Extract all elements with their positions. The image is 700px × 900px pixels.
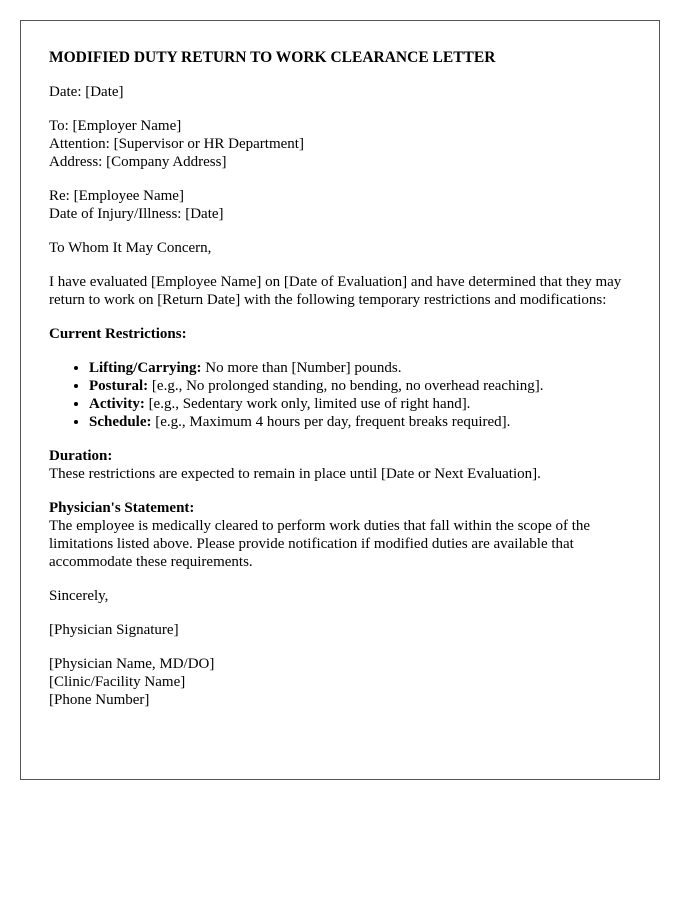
facility-name: [Clinic/Facility Name]	[49, 674, 186, 690]
recipient-address: Address: [Company Address]	[49, 154, 227, 170]
statement-block	[49, 499, 631, 571]
re-injury-date: Date of Injury/Illness: [Date]	[49, 206, 224, 222]
recipient-to: To: [Employer Name]	[49, 118, 182, 134]
duration-text: These restrictions are expected to remain in place until [Date or Next Evaluation].	[49, 466, 541, 482]
duration-block	[49, 447, 631, 483]
restriction-text: No more than [Number] pounds.	[201, 360, 402, 376]
restriction-label: Lifting/Carrying:	[89, 360, 202, 376]
restriction-label: Schedule:	[89, 414, 152, 430]
restriction-text: [e.g., Maximum 4 hours per day, frequent breaks required].	[151, 414, 511, 430]
restriction-text: [e.g., Sedentary work only, limited use of right hand].	[144, 396, 471, 412]
restriction-item	[89, 413, 631, 431]
restriction-item	[89, 359, 631, 377]
restriction-text: [e.g., No prolonged standing, no bending, no overhead reaching].	[148, 378, 544, 394]
signoff-block	[49, 655, 631, 709]
letter-page	[20, 20, 660, 780]
restriction-item	[89, 377, 631, 395]
restrictions-heading: Current Restrictions:	[49, 326, 187, 342]
date-line: Date: [Date]	[49, 84, 124, 100]
duration-heading: Duration:	[49, 448, 113, 464]
restriction-label: Activity:	[89, 396, 145, 412]
salutation: To Whom It May Concern,	[49, 240, 212, 256]
recipient-block	[49, 117, 631, 171]
restriction-label: Postural:	[89, 378, 149, 394]
recipient-attention: Attention: [Supervisor or HR Department]	[49, 136, 304, 152]
statement-heading: Physician's Statement:	[49, 500, 195, 516]
re-block	[49, 187, 631, 223]
closing: Sincerely,	[49, 588, 109, 604]
statement-text: The employee is medically cleared to perform work duties that fall within the scope of the limitations listed above. Please provide notification if modified duties are available that accommodate these requirements.	[49, 518, 591, 570]
physician-name: [Physician Name, MD/DO]	[49, 656, 215, 672]
intro-paragraph: I have evaluated [Employee Name] on [Date of Evaluation] and have determined that they may return to work on [Return Date] with the following temporary restrictions and modifications:	[49, 274, 622, 308]
phone-number: [Phone Number]	[49, 692, 150, 708]
re-employee: Re: [Employee Name]	[49, 188, 184, 204]
restriction-item	[89, 395, 631, 413]
letter-title: MODIFIED DUTY RETURN TO WORK CLEARANCE LETTER	[49, 49, 496, 66]
restrictions-list	[49, 359, 631, 431]
physician-signature: [Physician Signature]	[49, 622, 179, 638]
